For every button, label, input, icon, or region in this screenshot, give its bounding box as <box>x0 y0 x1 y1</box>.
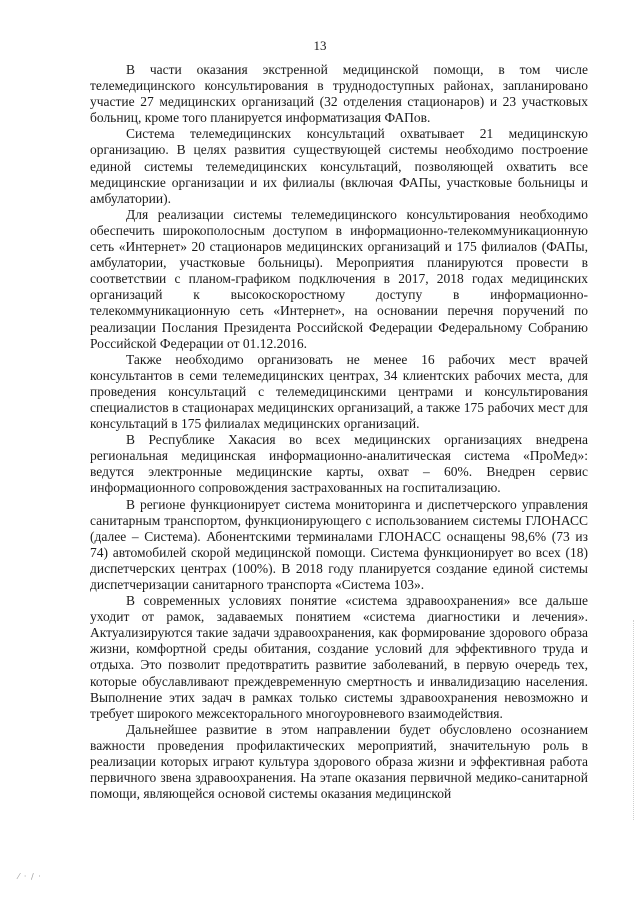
scan-mark-artifact: ⁄ · ∕ · <box>18 872 42 881</box>
paragraph-promed-system: В Республике Хакасия во всех медицинских организациях внедрена региональная медицинская информационно-аналитическая система «ПроМед»: ведутся электронные медицинские карты, охват – 60%. Внедрен сервис информационного сопровождения застрахованных на госпитализацию. <box>90 432 588 496</box>
page-number: 13 <box>313 38 327 53</box>
paragraph-healthcare-concept: В современных условиях понятие «система здравоохранения» все дальше уходит от рамок, задаваемых понятием «система диагностики и лечения». Актуализируются такие задачи здравоохранения, как формирование здорового образа жизни, комфортной среды обитания, создание условий для эффективного труда и отдыха. Это позволит предотвратить развитие заболеваний, в первую очередь тех, которые обуславливают преждевременную смертность и инвалидизацию населения. Выполнение этих задач в рамках только системы здравоохранения невозможно и требует широкого межсекторального многоуровневого взаимодействия. <box>90 593 588 721</box>
scan-margin-artifact <box>631 620 634 820</box>
paragraph-workstations: Также необходимо организовать не менее 16 рабочих мест врачей консультантов в семи телемедицинских центрах, 34 клиентских рабочих места, для проведения консультаций с телемедицинскими центрами и консультирования специалистов в стационарах медицинских организаций, а также 175 рабочих мест для консультаций в 175 филиалах медицинских организаций. <box>90 351 588 432</box>
paragraph-prevention: Дальнейшее развитие в этом направлении будет обусловлено осознанием важности проведения профилактических мероприятий, значительную роль в реализации которых играют культура здорового образа жизни и эффективная работа первичного звена здравоохранения. На этапе оказания первичной медико-санитарной помощи, являющейся основой системы оказания медицинской <box>90 721 588 802</box>
paragraph-telemedicine-system: Система телемедицинских консультаций охватывает 21 медицинскую организацию. В целях развития существующей системы необходимо построение единой системы телемедицинских консультаций, позволяющей охватить все медицинские организации и их филиалы (включая ФАПы, участковые больницы и амбулатории). <box>90 126 588 206</box>
paragraph-glonass-dispatch: В регионе функционирует система мониторинга и диспетчерского управления санитарным транспортом, функционирующего с использованием системы ГЛОНАСС (далее – Система). Абонентскими терминалами ГЛОНАСС оснащены 98,6% (73 из 74) автомобилей скорой медицинской помощи. Система функционирует во всех (18) диспетчерских центрах (100%). В 2018 году планируется создание единой системы диспетчеризации санитарного транспорта «Система 103». <box>90 496 588 592</box>
paragraph-broadband-access: Для реализации системы телемедицинского консультирования необходимо обеспечить широкополосным доступом в информационно-телекоммуникационную сеть «Интернет» 20 стационаров медицинских организаций и 175 филиалов (ФАПы, амбулатории, участковые больницы). Мероприятия планируются провести в соответствии с планом-графиком подключения в 2017, 2018 годах медицинских организаций к высокоскоростному доступу в информационно-телекоммуникационную сеть «Интернет», на основании перечня поручений по реализации Послания Президента Российской Федерации Федеральному Собранию Российской Федерации от 01.12.2016. <box>90 206 588 351</box>
paragraph-emergency-care: В части оказания экстренной медицинской помощи, в том числе телемедицинского консультирования в труднодоступных районах, запланировано участие 27 медицинских организаций (32 отделения стационаров) и 23 участковых больниц, кроме того планируется информатизация ФАПов. <box>90 62 588 126</box>
document-body <box>90 62 588 802</box>
